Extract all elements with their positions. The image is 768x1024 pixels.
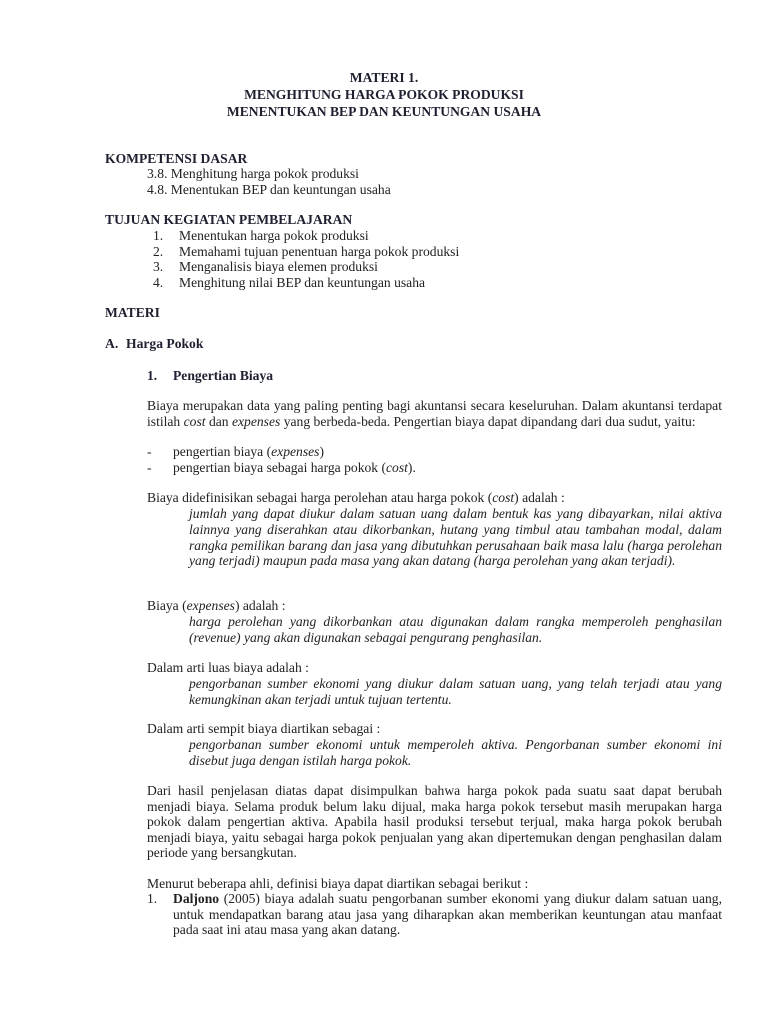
def-sempit-quote: pengorbanan sumber ekonomi untuk memperoleh aktiva. Pengorbanan sumber ekonomi ini disebut juga dengan istilah harga pokok. bbox=[189, 737, 722, 768]
kompetensi-heading: KOMPETENSI DASAR bbox=[105, 151, 248, 166]
item-number: 1. bbox=[147, 891, 158, 906]
def-sempit-label: Dalam arti sempit biaya diartikan sebagai : bbox=[147, 721, 381, 736]
list-item bbox=[147, 891, 722, 938]
title-line-1: MATERI 1. bbox=[349, 70, 419, 85]
def-cost-label bbox=[147, 490, 722, 506]
def-luas-label: Dalam arti luas biaya adalah : bbox=[147, 660, 309, 675]
list-item: 3.8. Menghitung harga pokok produksi bbox=[147, 166, 359, 181]
document-title bbox=[0, 70, 768, 120]
item-number: 1. bbox=[153, 228, 164, 243]
subsection-1-heading bbox=[147, 368, 273, 384]
kompetensi-list bbox=[147, 166, 391, 197]
italic-term: expenses bbox=[271, 444, 320, 459]
def-expenses-quote: harga perolehan yang dikorbankan atau digunakan dalam rangka memperoleh penghasilan (revenue) yang akan digunakan sebagai pengurang penghasilan. bbox=[189, 614, 722, 645]
list-item bbox=[147, 444, 416, 460]
materi-heading: MATERI bbox=[105, 305, 160, 320]
expert-name: Daljono bbox=[173, 891, 220, 906]
italic-term: cost bbox=[386, 459, 408, 475]
section-a-heading bbox=[105, 336, 203, 352]
text: ) bbox=[319, 444, 324, 459]
item-number: 3. bbox=[153, 259, 164, 274]
list-item bbox=[153, 228, 459, 244]
text: yang berbeda-beda. Pengertian biaya dapat dipandang dari dua sudut, yaitu: bbox=[280, 413, 696, 429]
text: Biaya didefinisikan sebagai harga perolehan atau harga pokok ( bbox=[147, 490, 493, 505]
italic-term: cost bbox=[492, 490, 515, 505]
experts-list bbox=[147, 891, 722, 938]
text: Biaya ( bbox=[147, 598, 187, 613]
italic-term: expenses bbox=[231, 413, 281, 429]
dash-bullet: - bbox=[147, 444, 152, 459]
item-number: 2. bbox=[153, 243, 164, 259]
item-text: (2005) biaya adalah suatu pengorbanan sumber ekonomi yang diukur dalam satuan uang, untuk mendapatkan barang atau jasa yang diharapkan akan memberikan keuntungan atau manfaat pada saat ini atau masa yang akan datang. bbox=[173, 891, 722, 937]
text: ) adalah : bbox=[514, 490, 565, 505]
def-cost-quote: jumlah yang dapat diukur dalam satuan uang dalam bentuk kas yang dibayarkan, nilai aktiva lainnya yang diserahkan atau dikorbankan, hutang yang timbul atau tambahan modal, dalam rangka pemilikan barang dan jasa yang dibutuhkan perusahaan baik masa lalu (harga perolehan yang terjadi) maupun pada masa yang akan datang (harga perolehan yang akan terjadi). bbox=[189, 506, 722, 569]
list-item bbox=[147, 460, 416, 476]
list-item bbox=[153, 275, 459, 291]
def-expenses-label bbox=[147, 598, 722, 614]
title-line-2: MENGHITUNG HARGA POKOK PRODUKSI bbox=[244, 87, 524, 102]
list-item: 4.8. Menentukan BEP dan keuntungan usaha bbox=[147, 181, 391, 197]
text: ) adalah : bbox=[234, 598, 286, 613]
text: dan bbox=[205, 413, 232, 429]
section-number: A. bbox=[105, 336, 119, 351]
item-text: Menganalisis biaya elemen produksi bbox=[179, 259, 378, 274]
tujuan-list bbox=[153, 228, 459, 290]
experts-intro: Menurut beberapa ahli, definisi biaya dapat diartikan sebagai berikut : bbox=[147, 876, 529, 891]
section-title: Harga Pokok bbox=[126, 336, 204, 351]
subsection-title: Pengertian Biaya bbox=[173, 368, 274, 383]
item-text: Memahami tujuan penentuan harga pokok produksi bbox=[179, 243, 460, 259]
bullet-list bbox=[147, 444, 416, 475]
item-number: 4. bbox=[153, 274, 164, 290]
text: pengertian biaya ( bbox=[173, 444, 272, 459]
text: ). bbox=[407, 459, 416, 475]
def-luas-quote: pengorbanan sumber ekonomi yang diukur dalam satuan uang, yang telah terjadi atau yang kemungkinan akan terjadi untuk tujuan tertentu. bbox=[189, 676, 722, 707]
italic-term: cost bbox=[183, 413, 206, 429]
subsection-number: 1. bbox=[147, 368, 158, 383]
dash-bullet: - bbox=[147, 459, 152, 475]
list-item bbox=[153, 259, 459, 275]
title-line-3: MENENTUKAN BEP DAN KEUNTUNGAN USAHA bbox=[226, 104, 542, 119]
tujuan-heading: TUJUAN KEGIATAN PEMBELAJARAN bbox=[105, 212, 353, 227]
text: Biaya merupakan data yang paling penting bagi akuntansi secara keseluruhan. Dalam akuntansi terdapat istilah bbox=[147, 398, 722, 429]
paragraph-intro bbox=[147, 398, 722, 429]
paragraph-conclusion: Dari hasil penjelasan diatas dapat disimpulkan bahwa harga pokok pada suatu saat dapat berubah menjadi biaya. Selama produk belum laku dijual, maka harga pokok tersebut masih merupakan harga pokok dalam pengertian aktiva. Apabila hasil produksi tersebut terjual, maka harga pokok berubah menjadi biaya, yaitu sebagai harga pokok penjualan yang akan dipertemukan dengan penghasilan dalam periode yang bersangkutan. bbox=[147, 783, 722, 860]
list-item bbox=[153, 244, 459, 260]
text: pengertian biaya sebagai harga pokok ( bbox=[173, 459, 387, 475]
item-text: Menentukan harga pokok produksi bbox=[179, 228, 369, 243]
item-text: Menghitung nilai BEP dan keuntungan usaha bbox=[179, 274, 426, 290]
italic-term: expenses bbox=[186, 598, 235, 613]
